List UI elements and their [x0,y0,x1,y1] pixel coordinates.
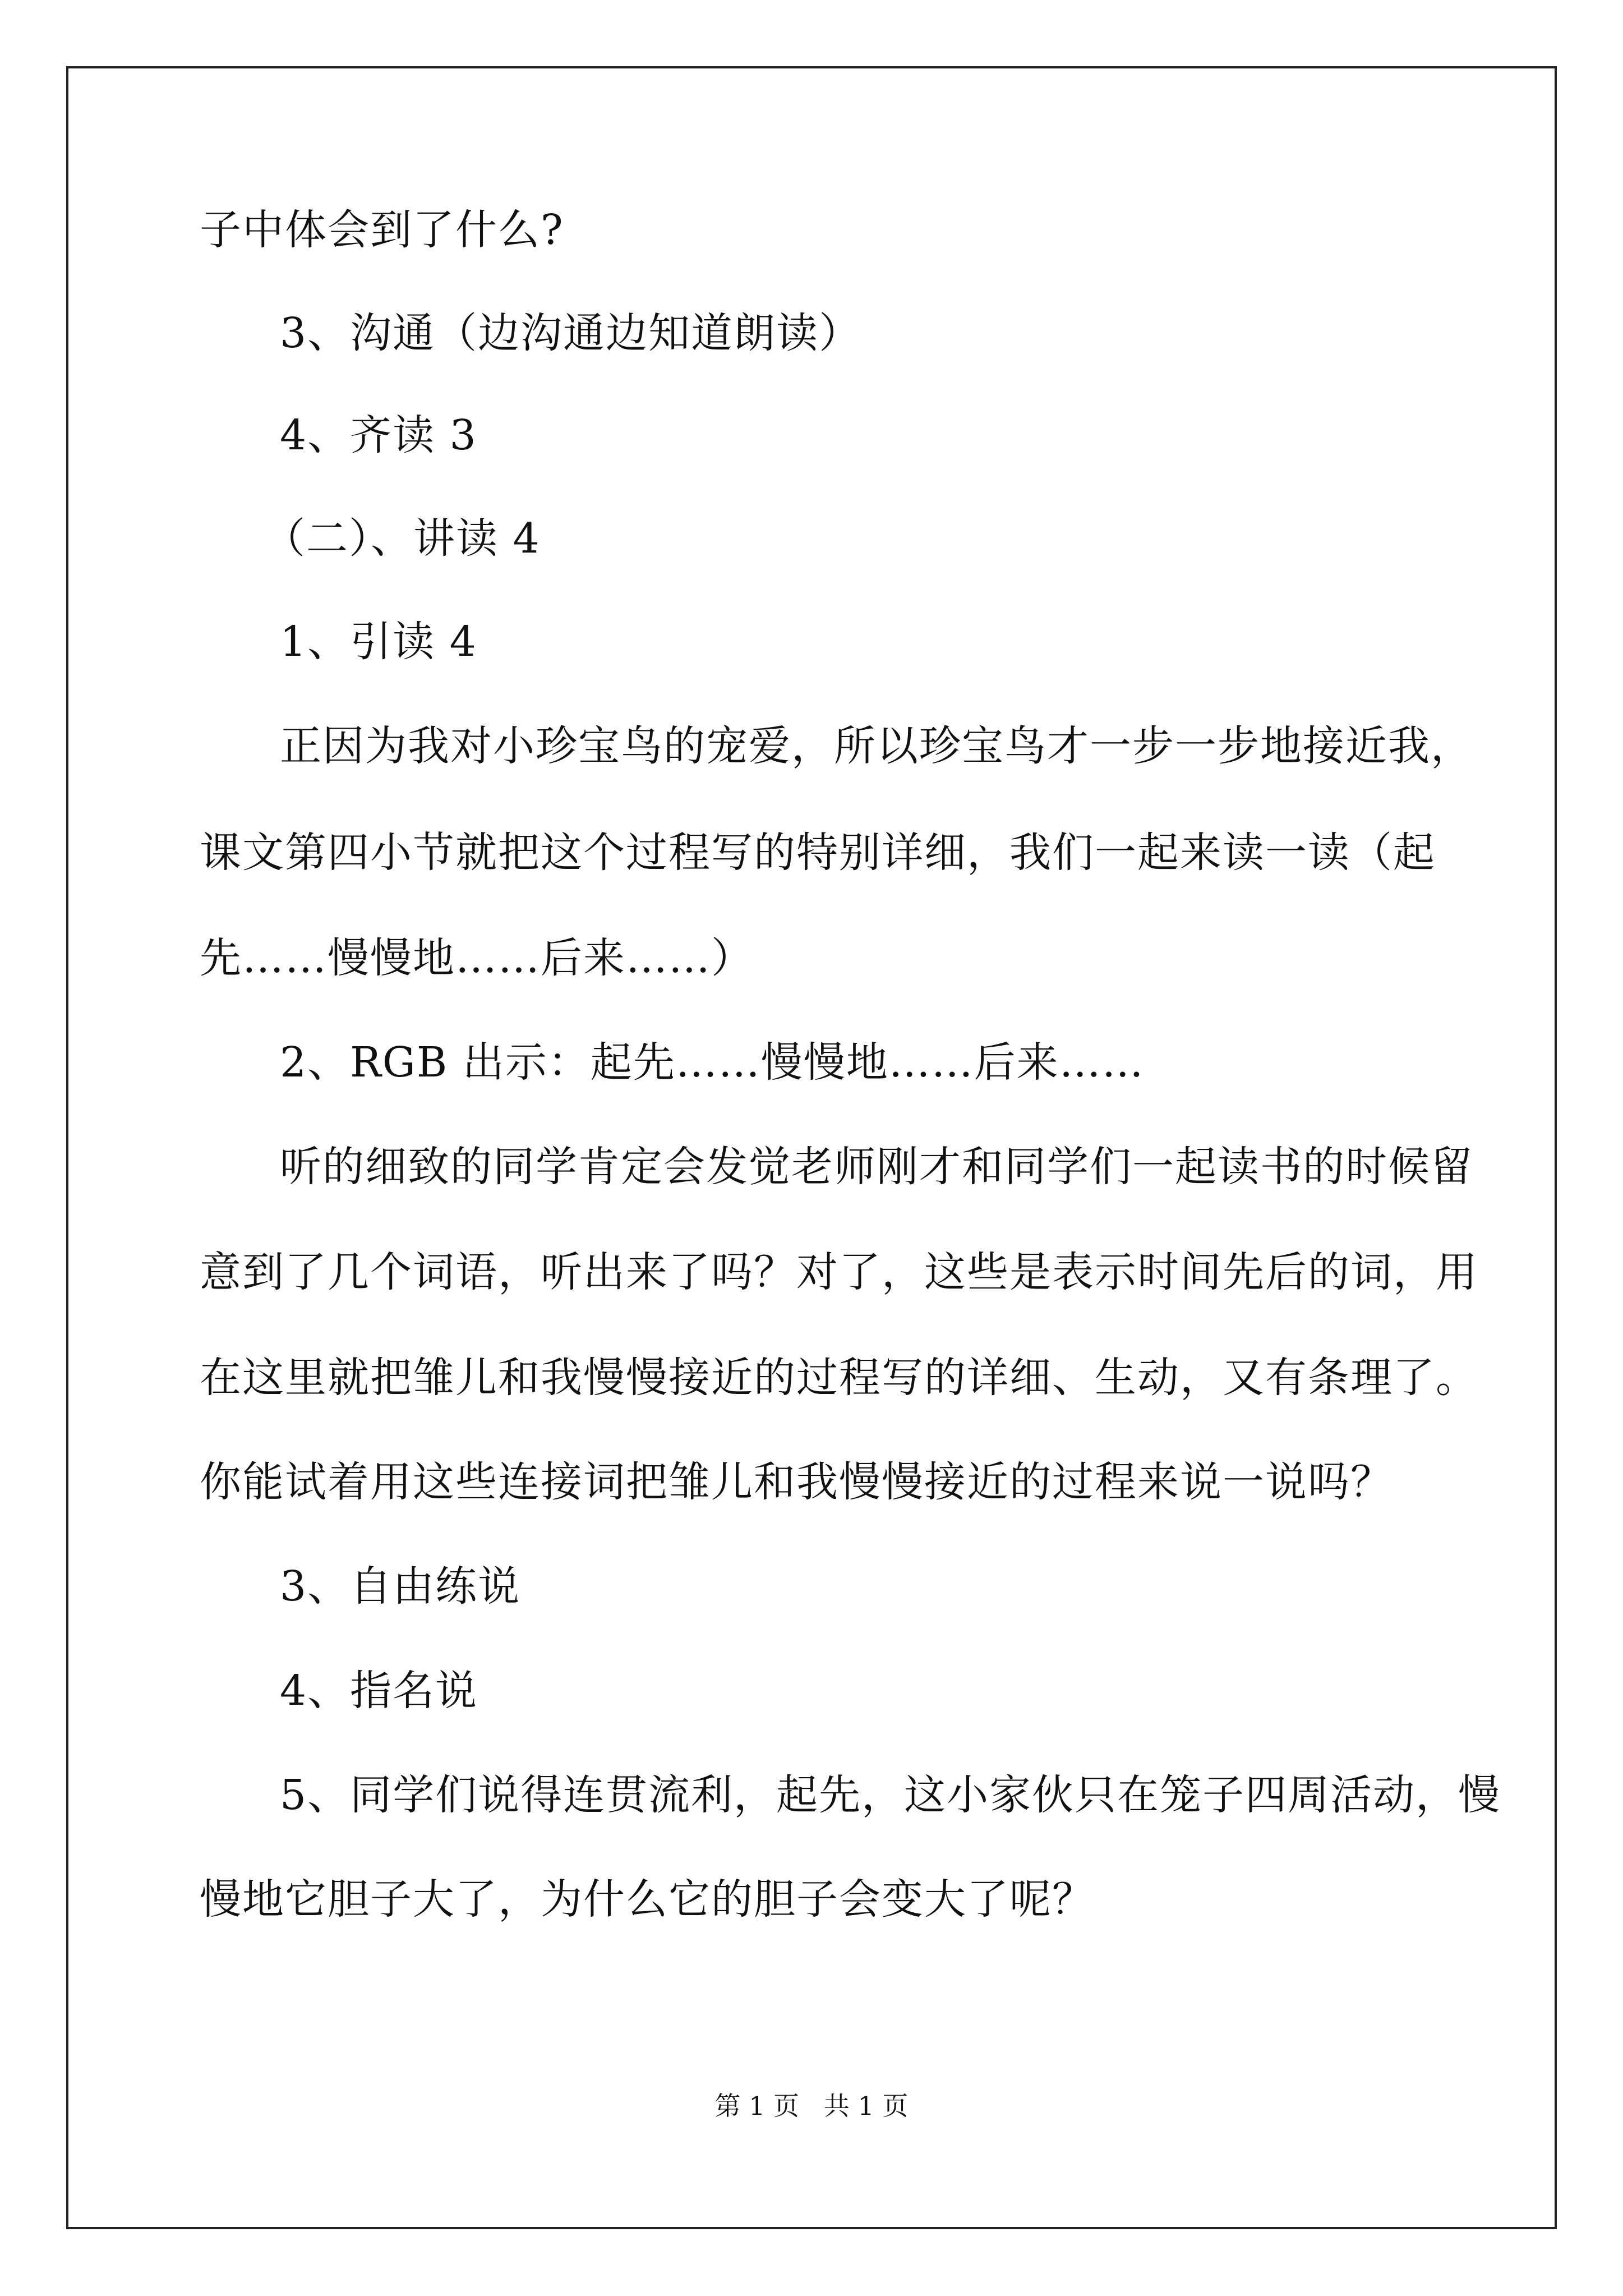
text-line: 在这里就把雏儿和我慢慢接近的过程写的详细、生动，又有条理了。 [200,1354,1478,1402]
text-line: 4、齐读 3 [280,411,477,459]
text-line: 你能试着用这些连接词把雏儿和我慢慢接近的过程来说一说吗？ [200,1458,1393,1506]
text-line: 3、自由练说 [280,1562,521,1611]
text-line: 正因为我对小珍宝鸟的宠爱，所以珍宝鸟才一步一步地接近我， [280,722,1473,770]
text-line: 听的细致的同学肯定会发觉老师刚才和同学们一起读书的时候留 [280,1143,1473,1191]
text-line: 意到了几个词语，听出来了吗？对了，这些是表示时间先后的词，用 [200,1248,1478,1296]
text-line: 慢地它胆子大了，为什么它的胆子会变大了呢？ [200,1875,1095,1924]
text-line: 4、指名说 [280,1667,478,1715]
text-line: 3、沟通（边沟通边知道朗读） [280,309,862,357]
text-line: （二）、讲读 4 [264,514,541,563]
page-footer: 第 1 页 共 1 页 [714,2091,909,2121]
text-line: 子中体会到了什么? [200,206,564,254]
text-line: 课文第四小节就把这个过程写的特别详细，我们一起来读一读（起 [200,829,1436,877]
text-line: 5、同学们说得连贯流利，起先，这小家伙只在笼子四周活动，慢 [280,1771,1501,1819]
text-line: 1、引读 4 [280,618,477,666]
text-line: 2、RGB 出示：起先……慢慢地……后来…… [280,1038,1145,1087]
text-line: 先……慢慢地……后来……） [200,934,754,982]
